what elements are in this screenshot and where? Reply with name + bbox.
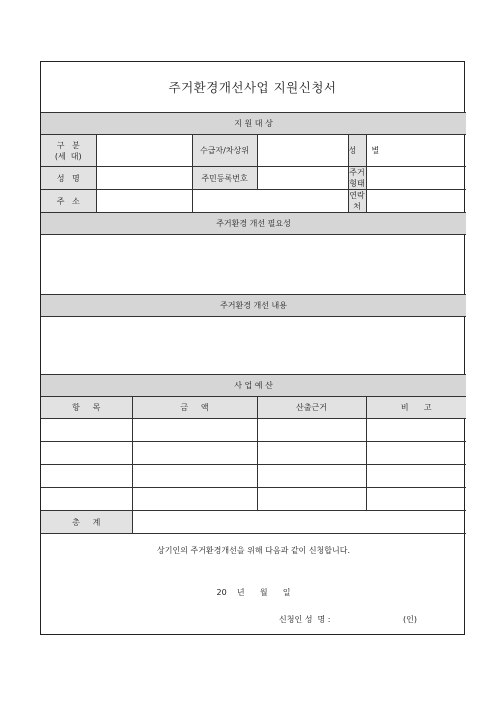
budget-col-remarks: 비 고 (366, 397, 466, 419)
budget-col-amount: 금 액 (132, 397, 257, 419)
budget-row-1-basis[interactable] (257, 419, 366, 442)
budget-header: 사 업 예 산 (41, 375, 466, 397)
budget-row-1-item[interactable] (41, 419, 132, 442)
resident-id-label: 주민등록번호 (192, 167, 257, 190)
declaration-text: 상기인의 주거환경개선을 위해 다음과 같이 신청합니다. (157, 546, 351, 555)
necessity-header: 주거환경 개선 필요성 (41, 213, 466, 235)
declaration-section (41, 534, 466, 634)
budget-row-4-basis[interactable] (257, 488, 366, 511)
application-form (40, 61, 465, 635)
housing-type-field[interactable] (366, 167, 466, 190)
budget-row-2-remarks[interactable] (366, 442, 466, 465)
contact-field[interactable] (366, 190, 466, 213)
contact-label: 연락처 (349, 191, 365, 211)
applicant-name-label: 신청인 성 명 : (279, 615, 331, 624)
support-target-header: 지 원 대 상 (41, 113, 466, 135)
necessity-field[interactable] (41, 235, 466, 295)
category-label: 구 분 (세 대) (41, 135, 96, 167)
improvement-field[interactable] (41, 317, 466, 375)
form-title: 주거환경개선사업 지원신청서 (168, 80, 337, 95)
name-field[interactable] (96, 167, 192, 190)
budget-row-1-amount[interactable] (132, 419, 257, 442)
budget-row-4-amount[interactable] (132, 488, 257, 511)
address-field-2[interactable] (192, 190, 348, 213)
budget-total-field[interactable] (132, 511, 466, 534)
budget-row-1-remarks[interactable] (366, 419, 466, 442)
improvement-header: 주거환경 개선 내용 (41, 295, 466, 317)
housing-type-label: 주거형태 (349, 168, 365, 188)
address-label: 주 소 (41, 190, 96, 213)
name-label: 성 명 (41, 167, 96, 190)
declaration-date: 20 년 월 일 (216, 588, 291, 597)
budget-col-basis: 산출근거 (257, 397, 366, 419)
budget-row-3-amount[interactable] (132, 465, 257, 488)
budget-row-3-remarks[interactable] (366, 465, 466, 488)
budget-total-label: 총 계 (41, 511, 132, 534)
budget-row-4-remarks[interactable] (366, 488, 466, 511)
budget-row-2-item[interactable] (41, 442, 132, 465)
budget-row-2-basis[interactable] (257, 442, 366, 465)
category-field[interactable] (96, 135, 192, 167)
recipient-label: 수급자/차상위 (192, 135, 257, 167)
budget-row-4-item[interactable] (41, 488, 132, 511)
budget-row-3-basis[interactable] (257, 465, 366, 488)
address-field-1[interactable] (96, 190, 192, 213)
gender-label: 성 별 (348, 135, 366, 167)
form-table (41, 112, 466, 634)
budget-row-2-amount[interactable] (132, 442, 257, 465)
budget-row-3-item[interactable] (41, 465, 132, 488)
gender-field[interactable] (366, 135, 466, 167)
budget-col-item: 항 목 (41, 397, 132, 419)
recipient-field[interactable] (257, 135, 348, 167)
resident-id-field[interactable] (257, 167, 348, 190)
seal-mark: (인) (403, 615, 417, 624)
